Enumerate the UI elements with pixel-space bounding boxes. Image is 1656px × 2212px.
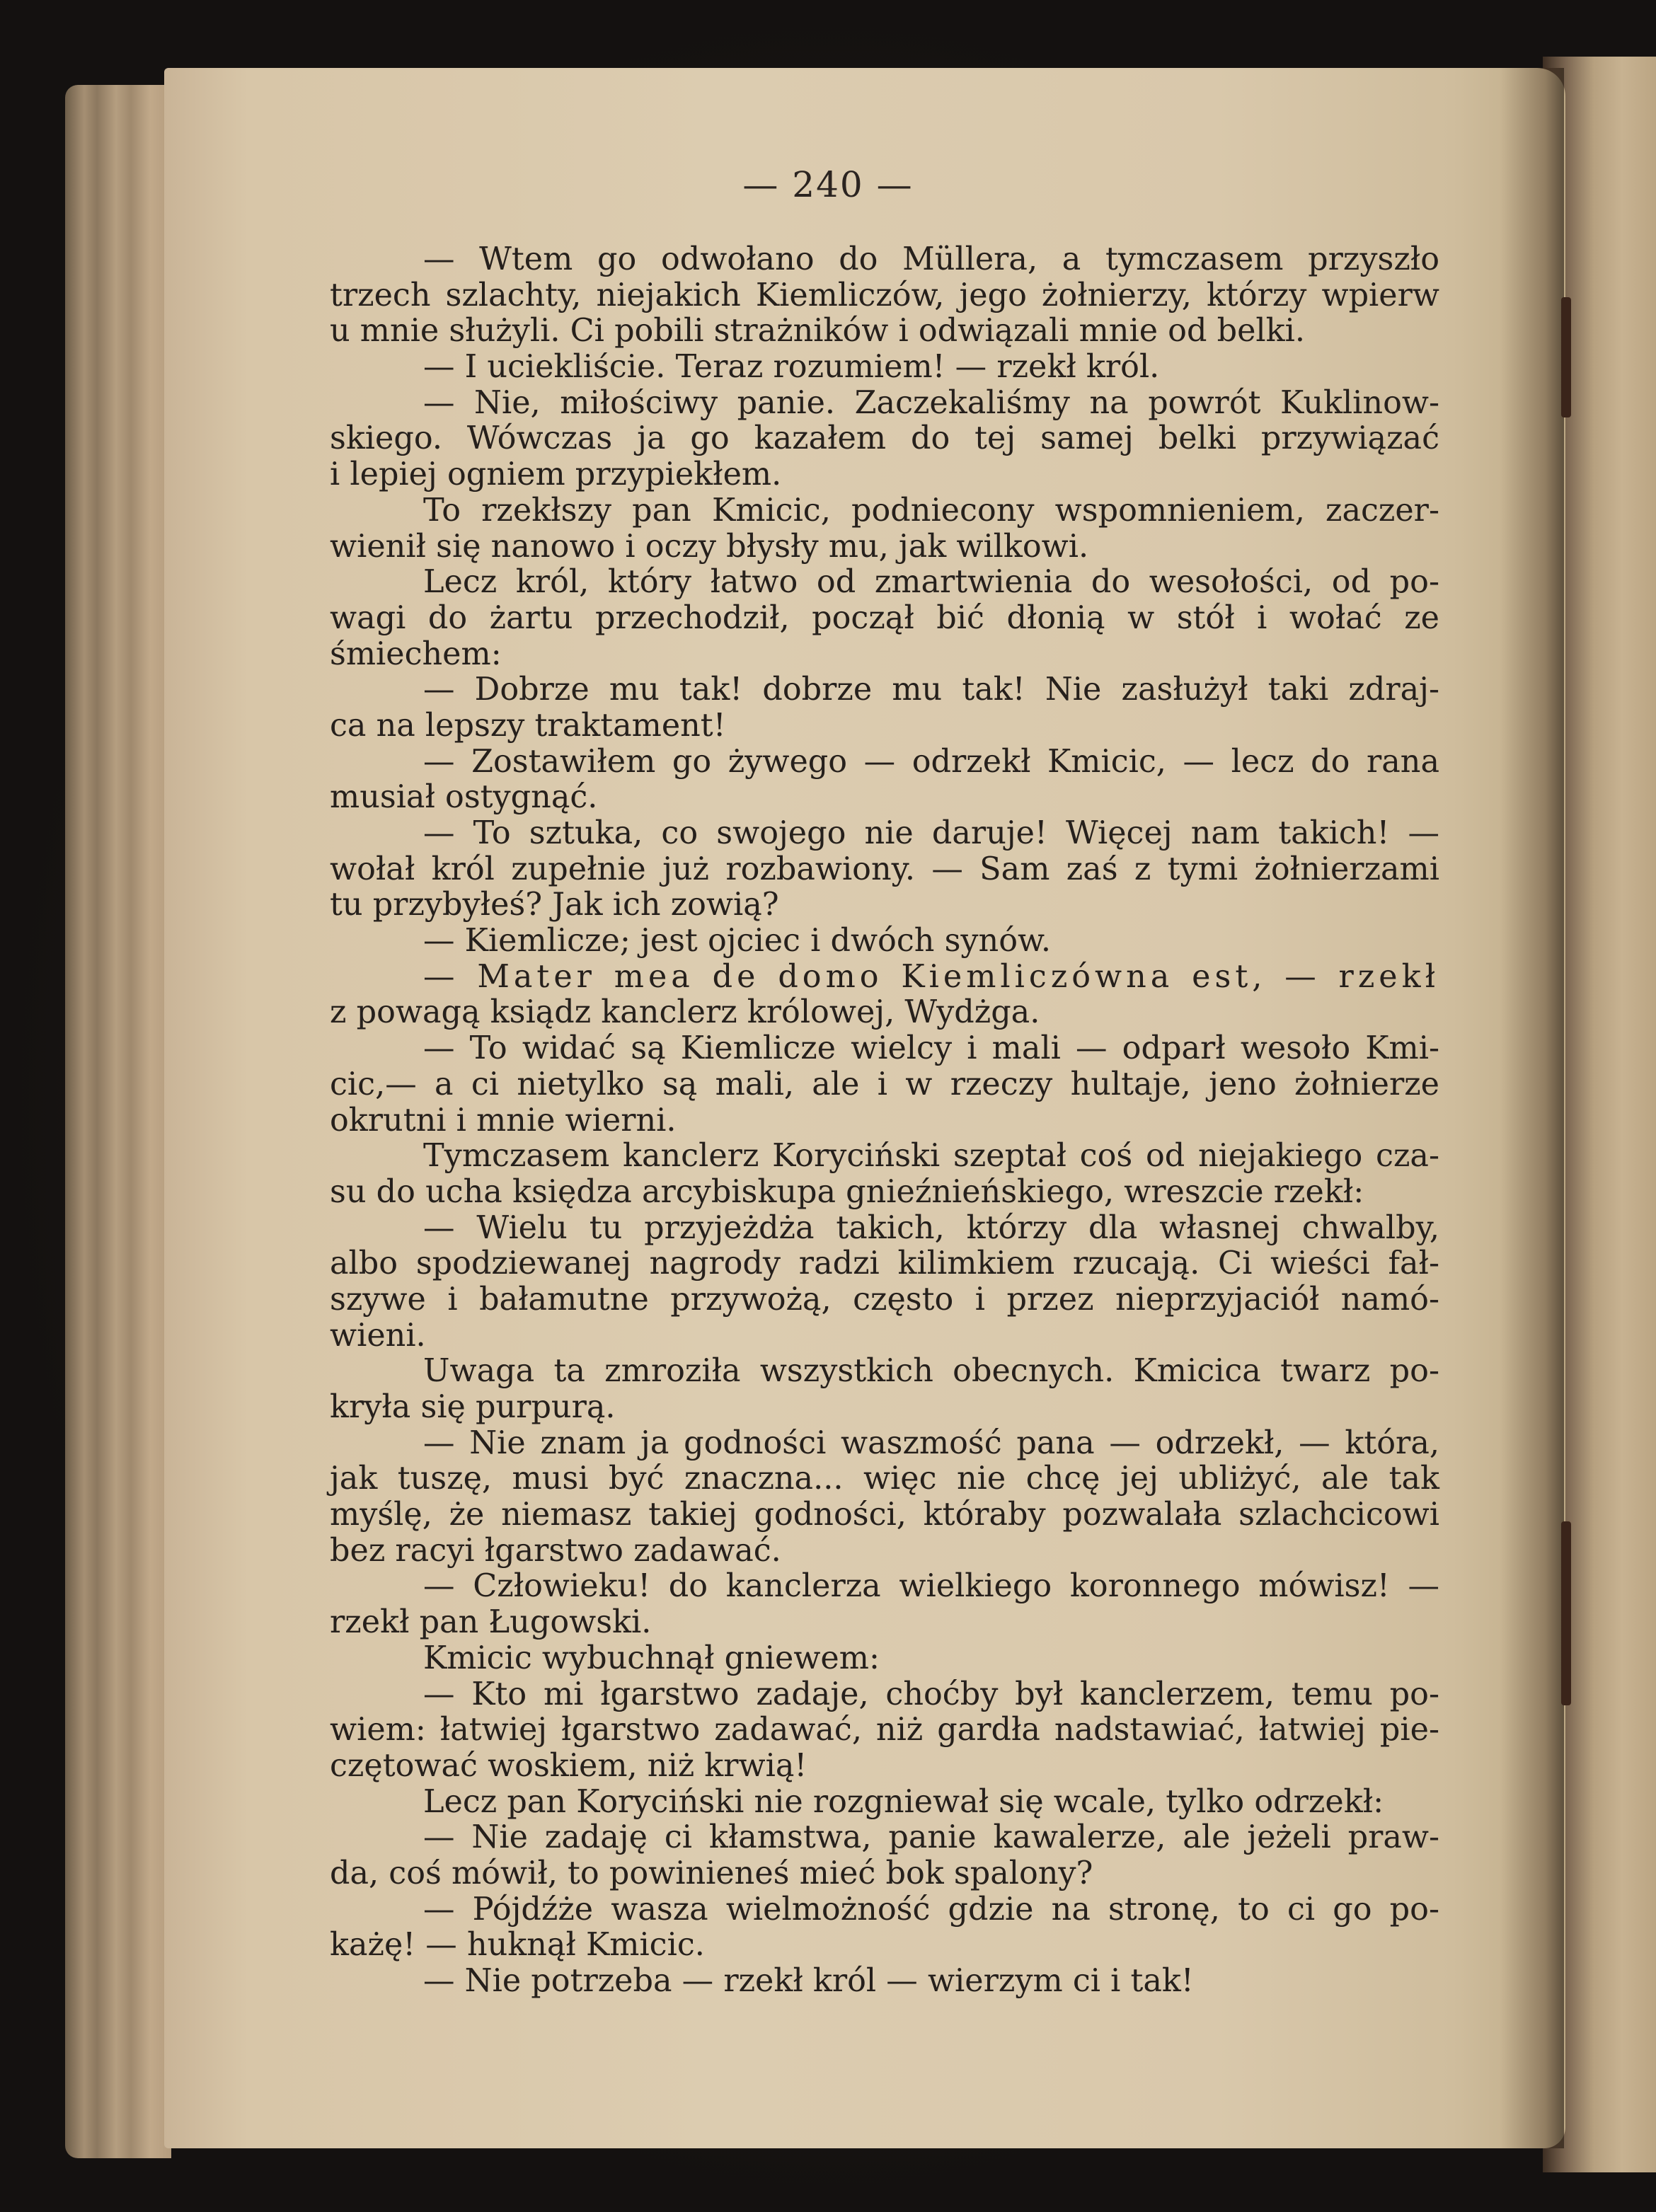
text-line: kryła się purpurą. bbox=[330, 1389, 616, 1425]
text-line: albo spodziewanej nagrody radzi kilimkiem rzucają. Ci wieści fał- bbox=[330, 1245, 1439, 1282]
text-line: — Nie, miłościwy panie. Zaczekaliśmy na powrót Kuklinow- bbox=[423, 384, 1439, 421]
page-number: — 240 — bbox=[742, 164, 914, 205]
text-line: — Dobrze mu tak! dobrze mu tak! Nie zasłużył taki zdraj- bbox=[423, 672, 1439, 708]
gutter-shadow bbox=[1500, 68, 1564, 2148]
text-line: — Nie potrzeba — rzekł król — wierzym ci i tak! bbox=[423, 1963, 1194, 1999]
text-line: — Nie zadaję ci kłamstwa, panie kawalerze, ale jeżeli praw- bbox=[423, 1819, 1439, 1856]
text-line: Lecz pan Koryciński nie rozgniewał się wcale, tylko odrzekł: bbox=[423, 1783, 1384, 1820]
text-line: u mnie służyli. Ci pobili strażników i odwiązali mnie od belki. bbox=[330, 313, 1306, 350]
text-line: — Mater mea de domo Kiemliczówna est, — rzekł bbox=[423, 958, 1439, 995]
text-line: tu przybyłeś? Jak ich zowią? bbox=[330, 887, 779, 923]
text-line: wołał król zupełnie już rozbawiony. — Sam zaś z tymi żołnierzami bbox=[330, 851, 1439, 887]
text-line: — Nie znam ja godności waszmość pana — odrzekł, — która, bbox=[423, 1424, 1439, 1461]
text-line: — Człowieku! do kanclerza wielkiego koronnego mówisz! — bbox=[423, 1568, 1439, 1605]
text-line: ca na lepszy traktament! bbox=[330, 707, 726, 744]
text-line: cic,— a ci nietylko są mali, ale i w rzeczy hultaje, jeno żołnierze bbox=[330, 1066, 1439, 1102]
text-line: i lepiej ogniem przypiekłem. bbox=[330, 456, 782, 493]
text-line: jak tuszę, musi być znaczna... więc nie chcę jej ubliżyć, ale tak bbox=[330, 1461, 1439, 1497]
binding-thread-mark bbox=[1561, 297, 1571, 417]
text-line: Kmicic wybuchnął gniewem: bbox=[423, 1640, 880, 1676]
text-line: — I uciekliście. Teraz rozumiem! — rzekł król. bbox=[423, 349, 1160, 386]
text-line: — To widać są Kiemlicze wielcy i mali — odparł wesoło Kmi- bbox=[423, 1030, 1439, 1067]
text-line: — Wielu tu przyjeżdża takich, którzy dla własnej chwalby, bbox=[423, 1209, 1439, 1246]
text-line: wagi do żartu przechodził, począł bić dłonią w stół i wołać ze bbox=[330, 599, 1439, 636]
text-line: trzech szlachty, niejakich Kiemliczów, jego żołnierzy, którzy wpierw bbox=[330, 277, 1439, 313]
text-line: Uwaga ta zmroziła wszystkich obecnych. Kmicica twarz po- bbox=[423, 1353, 1439, 1390]
text-line: Tymczasem kanclerz Koryciński szeptał coś od niejakiego cza- bbox=[423, 1138, 1439, 1175]
text-line: — Kto mi łgarstwo zadaje, choćby był kanclerzem, temu po- bbox=[423, 1676, 1439, 1712]
text-line: — Zostawiłem go żywego — odrzekł Kmicic, — lecz do rana bbox=[423, 743, 1439, 780]
text-line: — Pójdźże wasza wielmożność gdzie na stronę, to ci go po- bbox=[423, 1891, 1439, 1928]
text-line: — Wtem go odwołano do Müllera, a tymczasem przyszło bbox=[423, 241, 1439, 277]
text-line: su do ucha księdza arcybiskupa gnieźnieńskiego, wreszcie rzekł: bbox=[330, 1173, 1364, 1210]
text-line: — Kiemlicze; jest ojciec i dwóch synów. bbox=[423, 923, 1051, 960]
page-stack-edge bbox=[65, 85, 171, 2158]
text-line: śmiechem: bbox=[330, 635, 502, 672]
body-text bbox=[330, 242, 1439, 2000]
text-line: da, coś mówił, to powinieneś mieć bok spalony? bbox=[330, 1855, 1093, 1891]
text-line: skiego. Wówczas ja go kazałem do tej samej belki przywiązać bbox=[330, 420, 1439, 457]
binding-thread-mark bbox=[1561, 1521, 1571, 1705]
text-line: szywe i bałamutne przywożą, często i przez nieprzyjaciół namó- bbox=[330, 1281, 1439, 1318]
text-line: To rzekłszy pan Kmicic, podniecony wspomnieniem, zaczer- bbox=[423, 492, 1439, 529]
text-line: bez racyi łgarstwo zadawać. bbox=[330, 1532, 781, 1569]
text-line: wienił się nanowo i oczy błysły mu, jak wilkowi. bbox=[330, 528, 1089, 565]
text-line: z powagą ksiądz kanclerz królowej, Wydżga. bbox=[330, 994, 1040, 1031]
text-line: Lecz król, który łatwo od zmartwienia do wesołości, od po- bbox=[423, 564, 1439, 601]
text-line: wieni. bbox=[330, 1317, 426, 1354]
text-line: okrutni i mnie wierni. bbox=[330, 1102, 677, 1139]
text-line: wiem: łatwiej łgarstwo zadawać, niż gardła nadstawiać, łatwiej pie- bbox=[330, 1712, 1439, 1749]
text-line: myślę, że niemasz takiej godności, któraby pozwalała szlachcicowi bbox=[330, 1497, 1439, 1533]
text-line: — To sztuka, co swojego nie daruje! Więcej nam takich! — bbox=[423, 815, 1439, 851]
text-line: czętować woskiem, niż krwią! bbox=[330, 1747, 807, 1784]
text-line: rzekł pan Ługowski. bbox=[330, 1604, 652, 1641]
text-line: każę! — huknął Kmicic. bbox=[330, 1927, 705, 1964]
text-line: musiał ostygnąć. bbox=[330, 779, 598, 816]
